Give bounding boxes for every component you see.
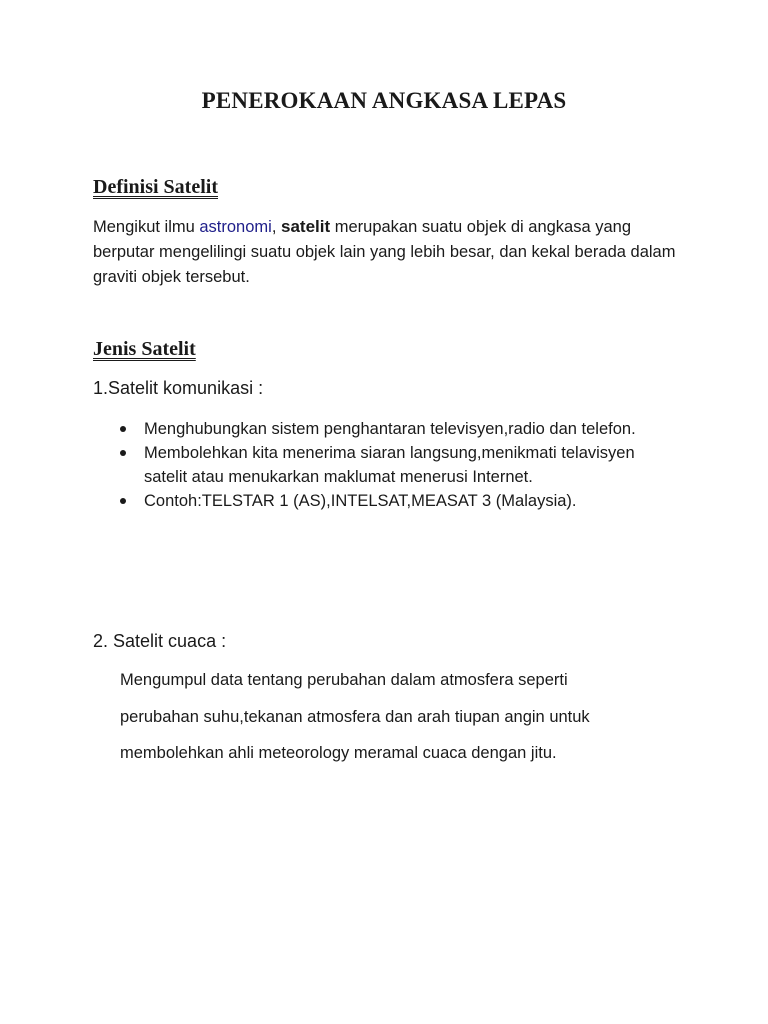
- astronomi-link[interactable]: astronomi: [199, 218, 272, 236]
- bullet-icon: [120, 498, 126, 504]
- section-heading-jenis: Jenis Satelit: [93, 338, 196, 360]
- bullet-text: Contoh:TELSTAR 1 (AS),INTELSAT,MEASAT 3 (Malaysia).: [144, 492, 577, 510]
- cuaca-text-line: Mengumpul data tentang perubahan dalam atmosfera seperti: [120, 671, 568, 689]
- definisi-paragraph: [93, 214, 693, 290]
- cuaca-text-line: membolehkan ahli meteorology meramal cuaca dengan jitu.: [120, 744, 557, 762]
- cuaca-label: 2. Satelit cuaca :: [93, 631, 227, 651]
- bullet-text: Menghubungkan sistem penghantaran televisyen,radio dan telefon.: [144, 420, 636, 438]
- list-item: [120, 441, 680, 489]
- bullet-icon: [120, 426, 126, 432]
- list-item: [120, 489, 680, 513]
- bullet-text: Membolehkan kita menerima siaran langsung,menikmati telavisyen satelit atau menukarkan maklumat menerusi Internet.: [144, 444, 635, 486]
- list-item: [120, 417, 680, 441]
- cuaca-text-line: perubahan suhu,tekanan atmosfera dan arah tiupan angin untuk: [120, 708, 590, 726]
- definisi-body: merupakan suatu objek di angkasa yang berputar mengelilingi suatu objek lain yang lebih besar, dan kekal berada dalam graviti objek tersebut.: [93, 218, 676, 286]
- komunikasi-label: 1.Satelit komunikasi :: [93, 378, 264, 398]
- document-title: PENEROKAAN ANGKASA LEPAS: [201, 88, 567, 113]
- satelit-term: satelit: [281, 217, 331, 236]
- definisi-comma: ,: [271, 218, 281, 236]
- section-heading-definisi: Definisi Satelit: [93, 176, 218, 198]
- definisi-prefix: Mengikut ilmu: [93, 218, 200, 236]
- bullet-icon: [120, 450, 126, 456]
- komunikasi-bullet-list: [120, 417, 680, 513]
